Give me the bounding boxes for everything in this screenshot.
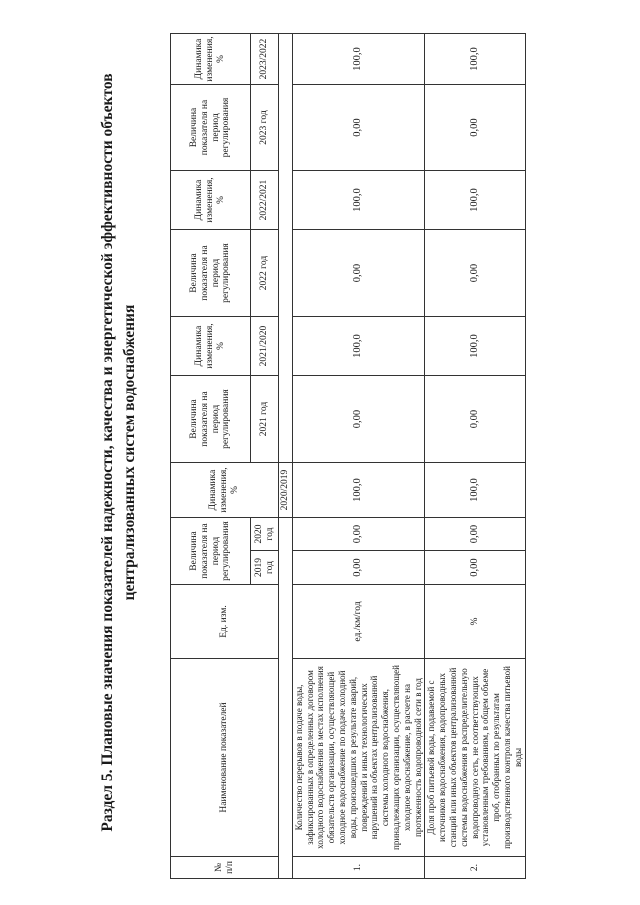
row-2-value-2020: 0,00 (425, 518, 525, 551)
header-spacer-right (279, 34, 293, 463)
row-1-value-2023: 0,00 (292, 85, 425, 171)
header-value-2022: Величина показателя на период регулирования (171, 230, 251, 317)
header-period-2023-2022: 2023/2022 (251, 34, 279, 85)
header-num: № п/п (171, 857, 279, 879)
header-dynamic-2022: Динамика изменения, % (171, 171, 251, 230)
row-1-unit: ед./км/год (292, 585, 425, 659)
header-period-2022-2021: 2022/2021 (251, 171, 279, 230)
row-1-dynamic-2023: 100,0 (292, 34, 425, 85)
header-period-2020-2019: 2020/2019 (279, 463, 293, 518)
row-2-value-2019: 0,00 (425, 551, 525, 585)
header-year-2019: 2019 год (251, 551, 279, 585)
header-spacer (279, 518, 293, 879)
header-unit: Ед. изм. (171, 585, 279, 659)
indicators-table (170, 33, 526, 879)
row-2-num: 2. (425, 857, 525, 879)
row-1-num: 1. (292, 857, 425, 879)
row-1-value-2022: 0,00 (292, 230, 425, 317)
header-period-2021-2020: 2021/2020 (251, 317, 279, 376)
row-1-dynamic-2022: 100,0 (292, 171, 425, 230)
header-value-2023: Величина показателя на период регулирования (171, 85, 251, 171)
row-2-unit: % (425, 585, 525, 659)
row-1-value-2020: 0,00 (292, 518, 425, 551)
row-1-name: Количество перерывов в подаче воды, зафиксированных в определенных договором холодного водоснабжения в местах исполнения обязательств организации, осуществляющей холодное водоснабжение по подаче холодной воды, произошедших в результате аварий, повреждений и иных технологических нарушений на объектах централизованной системы холодного водоснабжения, принадлежащих организации, осуществляющей холодное водоснабжение, в расчете на протяженность водопроводной сети в год (292, 659, 425, 857)
row-2-dynamic-2022: 100,0 (425, 171, 525, 230)
header-year-2021: 2021 год (251, 376, 279, 463)
section-title: Раздел 5. Плановые значения показателей надежности, качества и энергетической эффективности объектов (99, 73, 116, 832)
row-2-dynamic-2023: 100,0 (425, 34, 525, 85)
row-1-value-2019: 0,00 (292, 551, 425, 585)
row-1-value-2021: 0,00 (292, 376, 425, 463)
row-1-dynamic-2021: 100,0 (292, 317, 425, 376)
header-year-2023: 2023 год (251, 85, 279, 171)
header-year-2022: 2022 год (251, 230, 279, 317)
row-2-name: Доля проб питьевой воды, подаваемой с источников водоснабжения, водопроводных станций или иных объектов централизованной системы водоснабжения в распределительную водопроводную сеть, не соответствующих установленным требованиям, в общем объеме проб, отобранных по результатам производственного контроля качества питьевой воды (425, 659, 525, 857)
row-2-value-2023: 0,00 (425, 85, 525, 171)
row-2-value-2021: 0,00 (425, 376, 525, 463)
header-value-2021: Величина показателя на период регулирования (171, 376, 251, 463)
row-2-dynamic-2020: 100,0 (425, 463, 525, 518)
header-dynamic-2020: Динамика изменения, % (171, 463, 279, 518)
header-dynamic-2021: Динамика изменения, % (171, 317, 251, 376)
section-subtitle: централизованных систем водоснабжения (121, 304, 138, 601)
row-2-dynamic-2021: 100,0 (425, 317, 525, 376)
header-name: Наименование показателей (171, 659, 279, 857)
header-value-2019-2020: Величина показателя на период регулирования (171, 518, 251, 585)
row-1-dynamic-2020: 100,0 (292, 463, 425, 518)
row-2-value-2022: 0,00 (425, 230, 525, 317)
header-dynamic-2023: Динамика изменения, % (171, 34, 251, 85)
header-year-2020: 2020 год (251, 518, 279, 551)
